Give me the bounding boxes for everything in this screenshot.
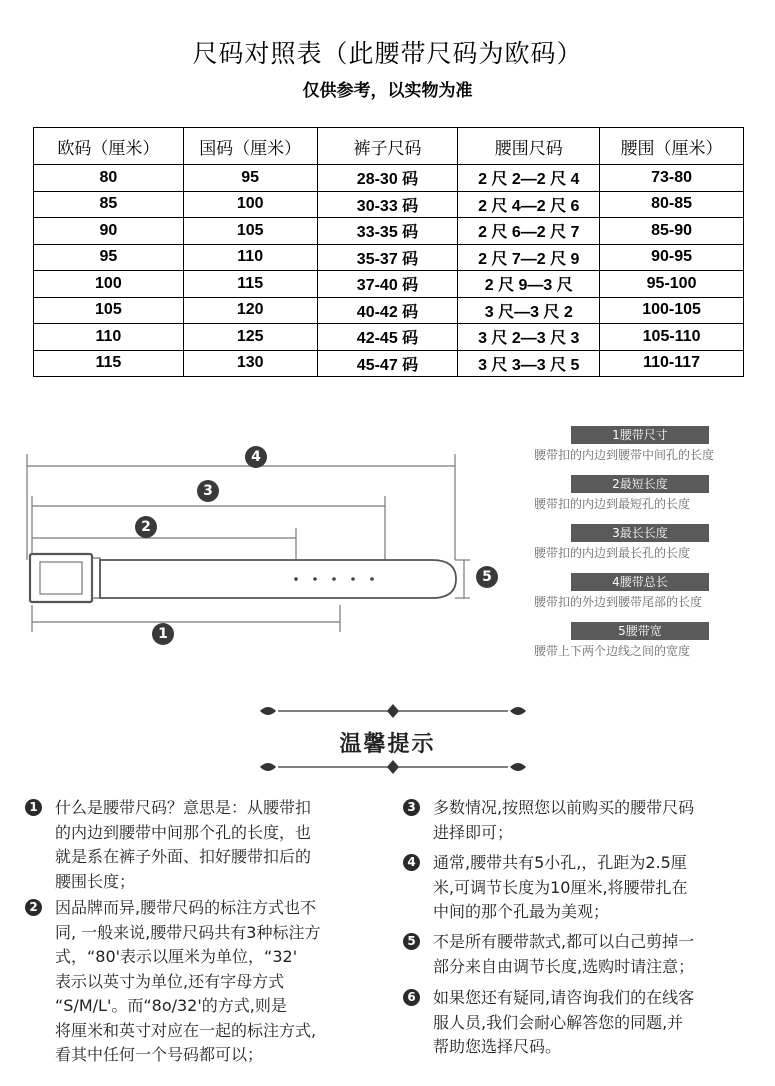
cell-waist-cm: 90-95 <box>600 244 744 271</box>
cell-waist-cm: 85-90 <box>600 218 744 245</box>
marker-4: 4 <box>245 446 267 468</box>
belt-diagram <box>0 410 775 690</box>
cell-eu-size: 115 <box>34 350 184 377</box>
marker-3: 3 <box>197 480 219 502</box>
tip-number: 6 <box>403 989 420 1006</box>
cell-cn-size: 115 <box>183 271 317 298</box>
tip-6 <box>403 986 768 1062</box>
tip-5 <box>403 930 768 982</box>
cell-eu-size: 105 <box>34 297 184 324</box>
cell-waist-cm: 73-80 <box>600 165 744 192</box>
cell-cn-size: 100 <box>183 191 317 218</box>
tip-4 <box>403 851 768 927</box>
legend-desc: 腰带扣的内边到腰带中间孔的长度 <box>534 448 715 462</box>
cell-cn-size: 125 <box>183 324 317 351</box>
legend-tag: 2最短长度 <box>571 475 709 493</box>
cell-cn-size: 95 <box>183 165 317 192</box>
ornament-bottom <box>258 759 528 775</box>
cell-pants-size: 45-47 码 <box>317 350 458 377</box>
tip-3 <box>403 796 768 848</box>
cell-pants-size: 30-33 码 <box>317 191 458 218</box>
legend-desc: 腰带扣的外边到腰带尾部的长度 <box>534 595 703 609</box>
cell-pants-size: 37-40 码 <box>317 271 458 298</box>
tip-text: 不是所有腰带款式,都可以白己剪掉一 部分来自由调节长度,选购时请注意； <box>433 932 695 976</box>
table-row <box>34 218 744 245</box>
tip-number: 4 <box>403 854 420 871</box>
cell-waist-cm: 100-105 <box>600 297 744 324</box>
header-cn-size: 国码（厘米） <box>183 128 317 165</box>
tips-title: 温馨提示 <box>339 732 436 757</box>
legend-desc: 腰带扣的内边到最短孔的长度 <box>534 497 691 511</box>
legend-tag: 4腰带总长 <box>571 573 709 591</box>
table-row <box>34 324 744 351</box>
table-row <box>34 191 744 218</box>
cell-eu-size: 110 <box>34 324 184 351</box>
tip-number: 5 <box>403 933 420 950</box>
tip-text: 什么是腰带尺码？意思是：从腰带扣 的内边到腰带中间那个孔的长度，也 就是系在裤子外面、扣好腰带扣后的 腰围长度； <box>55 798 312 891</box>
cell-cn-size: 130 <box>183 350 317 377</box>
cell-waist-size: 2 尺 2—2 尺 4 <box>458 165 600 192</box>
tip-text: 多数情况,按照您以前购买的腰带尺码 进择即可； <box>433 798 695 842</box>
cell-eu-size: 90 <box>34 218 184 245</box>
legend-tag: 1腰带尺寸 <box>571 426 709 444</box>
tip-2 <box>25 896 390 1071</box>
tip-text: 因品牌而异,腰带尺码的标注方式也不 同, 一般来说,腰带尺码共有3种标注方 式，“80'表示以厘米为单位，“32' 表示以英寸为单位,还有字母方式 “S/M/L'。而“8o/32'的方式,则是 将厘米和英寸对应在一起的标注方式, 看其中任何一个号码都可以； <box>55 898 321 1064</box>
table-row <box>34 271 744 298</box>
tip-text: 如果您还有疑同,请咨询我们的在线客 服人员,我们会耐心解答您的同题,并 帮助您选择尺码。 <box>433 988 695 1056</box>
cell-waist-size: 3 尺 3—3 尺 5 <box>458 350 600 377</box>
ornament-top <box>258 703 528 719</box>
cell-eu-size: 95 <box>34 244 184 271</box>
cell-waist-cm: 110-117 <box>600 350 744 377</box>
buckle <box>30 554 92 602</box>
cell-eu-size: 85 <box>34 191 184 218</box>
cell-pants-size: 33-35 码 <box>317 218 458 245</box>
cell-pants-size: 28-30 码 <box>317 165 458 192</box>
header-waist-size: 腰围尺码 <box>458 128 600 165</box>
belt-strap <box>100 560 456 598</box>
cell-waist-size: 2 尺 7—2 尺 9 <box>458 244 600 271</box>
marker-2: 2 <box>135 516 157 538</box>
cell-cn-size: 105 <box>183 218 317 245</box>
tip-number: 1 <box>25 799 42 816</box>
cell-eu-size: 100 <box>34 271 184 298</box>
cell-waist-cm: 105-110 <box>600 324 744 351</box>
cell-waist-size: 2 尺 6—2 尺 7 <box>458 218 600 245</box>
marker-5: 5 <box>476 566 498 588</box>
table-row <box>34 244 744 271</box>
tip-text: 通常,腰带共有5小孔,，孔距为2.5厘 米,可调节长度为10厘米,将腰带扎在 中间的那个孔最为美观； <box>433 853 688 921</box>
cell-waist-size: 2 尺 9—3 尺 <box>458 271 600 298</box>
size-chart-table <box>33 127 744 377</box>
tip-number: 2 <box>25 899 42 916</box>
cell-waist-size: 3 尺—3 尺 2 <box>458 297 600 324</box>
cell-cn-size: 110 <box>183 244 317 271</box>
cell-waist-cm: 80-85 <box>600 191 744 218</box>
page-title: 尺码对照表（此腰带尺码为欧码） <box>192 39 583 68</box>
table-row <box>34 165 744 192</box>
header-pants-size: 裤子尺码 <box>317 128 458 165</box>
cell-waist-cm: 95-100 <box>600 271 744 298</box>
header-waist-cm: 腰围（厘米） <box>600 128 744 165</box>
cell-waist-size: 3 尺 2—3 尺 3 <box>458 324 600 351</box>
legend-desc: 腰带扣的内边到最长孔的长度 <box>534 546 691 560</box>
cell-waist-size: 2 尺 4—2 尺 6 <box>458 191 600 218</box>
marker-1: 1 <box>152 623 174 645</box>
legend-tag: 3最长长度 <box>571 524 709 542</box>
cell-pants-size: 40-42 码 <box>317 297 458 324</box>
table-row <box>34 350 744 377</box>
page-subtitle: 仅供参考，以实物为准 <box>302 81 473 101</box>
header-eu-size: 欧码（厘米） <box>34 128 184 165</box>
table-header-row <box>34 128 744 165</box>
legend-tag: 5腰带宽 <box>571 622 709 640</box>
tip-1 <box>25 796 390 896</box>
cell-eu-size: 80 <box>34 165 184 192</box>
tip-number: 3 <box>403 799 420 816</box>
cell-cn-size: 120 <box>183 297 317 324</box>
table-row <box>34 297 744 324</box>
cell-pants-size: 42-45 码 <box>317 324 458 351</box>
cell-pants-size: 35-37 码 <box>317 244 458 271</box>
legend-desc: 腰带上下两个边线之间的宽度 <box>534 644 691 658</box>
